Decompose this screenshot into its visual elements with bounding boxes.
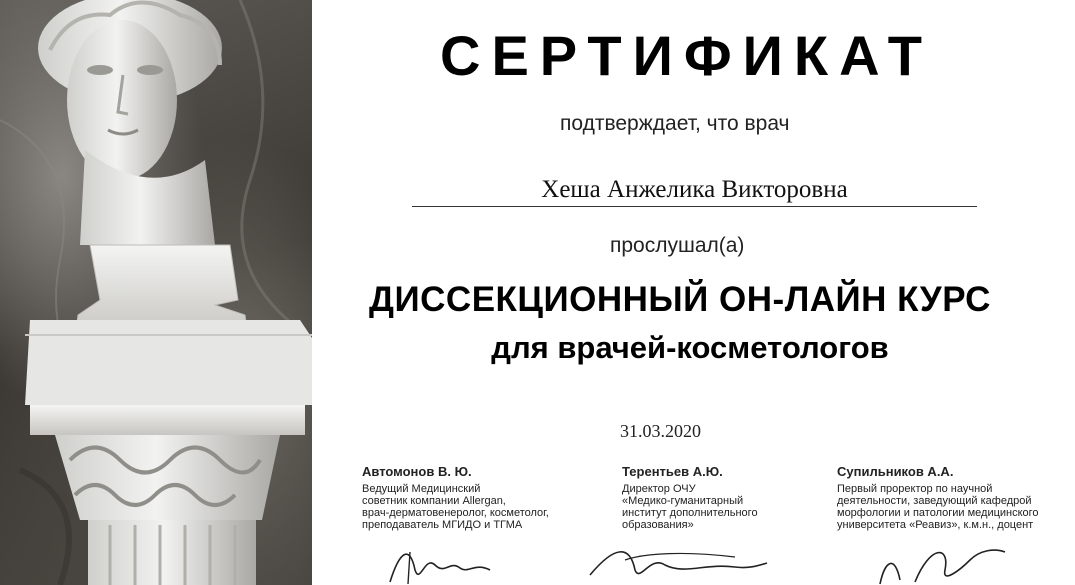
signature-mark xyxy=(585,535,770,585)
bust-illustration xyxy=(0,0,312,585)
signature-mark xyxy=(380,540,500,585)
attended-text: прослушал(а) xyxy=(610,234,745,257)
course-subtitle: для врачей-косметологов xyxy=(491,330,889,365)
certificate-date: 31.03.2020 xyxy=(620,421,701,441)
signatory-name: Супильников А.А. xyxy=(837,464,954,479)
signatory-description: Первый проректор по научной деятельности, заведующий кафедрой морфологии и патологии медицинского университета «Реавиз», к.м.н., доцент xyxy=(837,483,1039,531)
certificate-title: СЕРТИФИКАТ xyxy=(440,24,933,87)
signatory-name: Автомонов В. Ю. xyxy=(362,464,472,479)
signatory-description: Ведущий Медицинский советник компании Allergan, врач-дерматовенеролог, косметолог, преподаватель МГИДО и ТГМА xyxy=(362,483,549,531)
bust-drawing xyxy=(0,0,312,585)
signatory-description: Директор ОЧУ «Медико-гуманитарный институт дополнительного образования» xyxy=(622,483,758,531)
signatory-name: Терентьев А.Ю. xyxy=(622,464,723,479)
confirms-text: подтверждает, что врач xyxy=(560,112,790,135)
signatory-2 xyxy=(622,466,792,531)
recipient-name: Хеша Анжелика Викторовна xyxy=(541,176,848,203)
signature-mark xyxy=(870,540,1010,585)
name-underline xyxy=(412,206,977,207)
course-title: ДИССЕКЦИОННЫЙ ОН-ЛАЙН КУРС xyxy=(369,280,991,319)
signatory-3 xyxy=(837,466,1052,531)
signatory-1 xyxy=(362,466,562,531)
